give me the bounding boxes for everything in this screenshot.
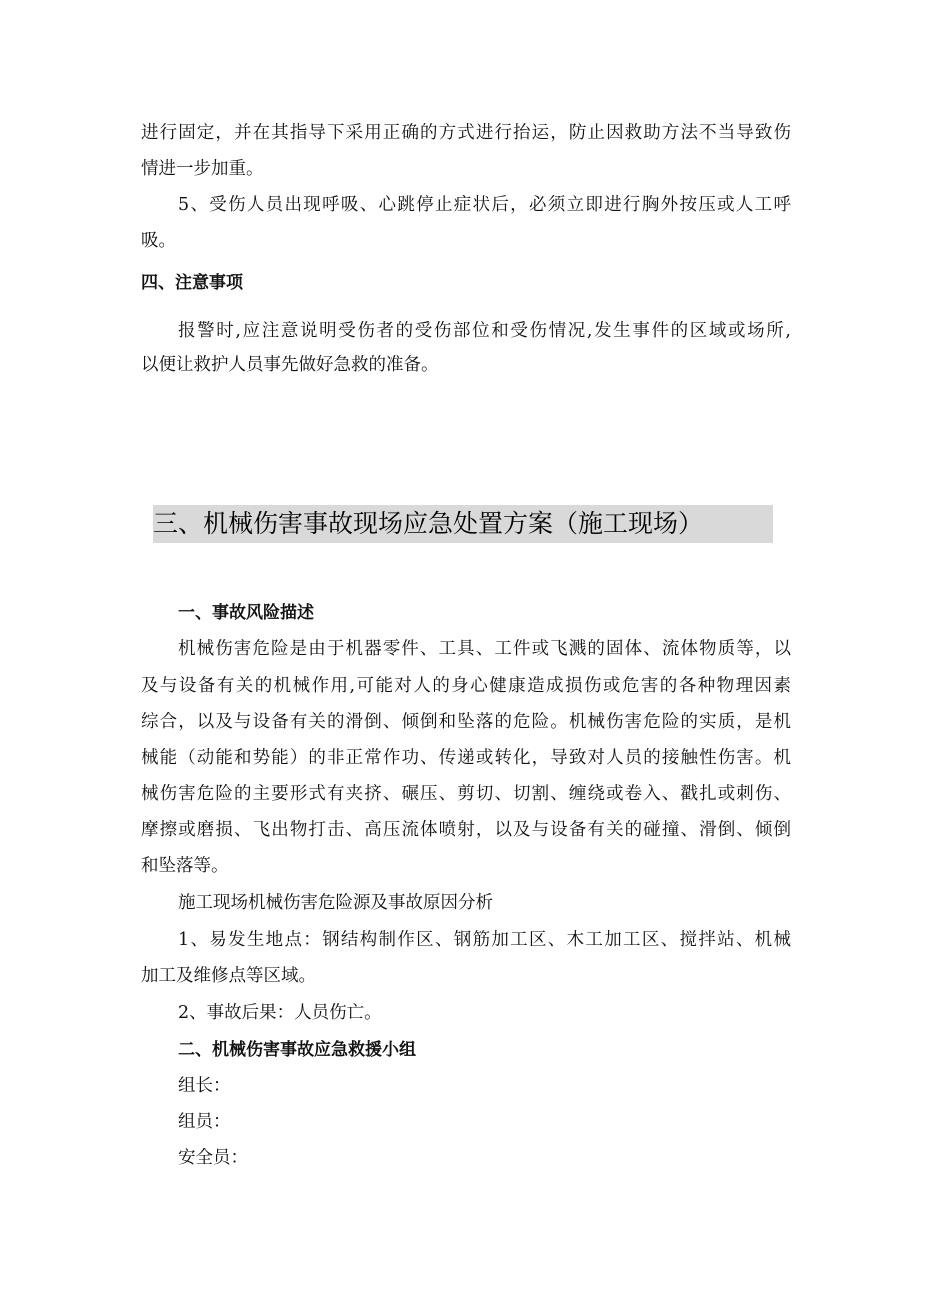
paragraph-line: 及与设备有关的机械作用,可能对人的身心健康造成损伤或危害的各种物理因素 [141, 676, 791, 696]
paragraph-line: 施工现场机械伤害危险源及事故原因分析 [178, 893, 493, 913]
paragraph-line: 以便让救护人员事先做好急救的准备。 [141, 355, 439, 375]
paragraph-line: 2、事故后果：人员伤亡。 [178, 1003, 382, 1023]
paragraph-line: 1、易发生地点：钢结构制作区、钢筋加工区、木工加工区、搅拌站、机械 [178, 930, 791, 950]
section-heading: 二、机械伤害事故应急救援小组 [178, 1040, 416, 1060]
paragraph-line: 摩擦或磨损、飞出物打击、高压流体喷射，以及与设备有关的碰撞、滑倒、倾倒 [141, 820, 791, 840]
chapter-title: 三、机械伤害事故现场应急处置方案（施工现场） [153, 505, 773, 543]
section-heading: 四、注意事项 [141, 273, 243, 293]
paragraph-line: 械伤害危险的主要形式有夹挤、碾压、剪切、切割、缠绕或卷入、戳扎或刺伤、 [141, 784, 791, 804]
team-leader-label: 组长： [178, 1076, 231, 1096]
paragraph-line: 情进一步加重。 [141, 159, 264, 179]
paragraph-line: 进行固定，并在其指导下采用正确的方式进行抬运，防止因救助方法不当导致伤 [141, 123, 791, 143]
safety-officer-label: 安全员： [178, 1148, 248, 1168]
paragraph-line: 加工及维修点等区域。 [141, 966, 316, 986]
paragraph-line: 械能（动能和势能）的非正常作功、传递或转化，导致对人员的接触性伤害。机 [141, 748, 791, 768]
paragraph-line: 综合，以及与设备有关的滑倒、倾倒和坠落的危险。机械伤害危险的实质，是机 [141, 712, 791, 732]
paragraph-line: 和坠落等。 [141, 856, 229, 876]
paragraph-line: 报警时,应注意说明受伤者的受伤部位和受伤情况,发生事件的区域或场所, [178, 321, 791, 341]
section-heading: 一、事故风险描述 [178, 603, 314, 623]
team-members-label: 组员： [178, 1112, 231, 1132]
paragraph-line: 吸。 [141, 231, 176, 251]
paragraph-line: 机械伤害危险是由于机器零件、工具、工件或飞溅的固体、流体物质等，以 [178, 639, 791, 659]
paragraph-line: 5、受伤人员出现呼吸、心跳停止症状后，必须立即进行胸外按压或人工呼 [178, 195, 791, 215]
